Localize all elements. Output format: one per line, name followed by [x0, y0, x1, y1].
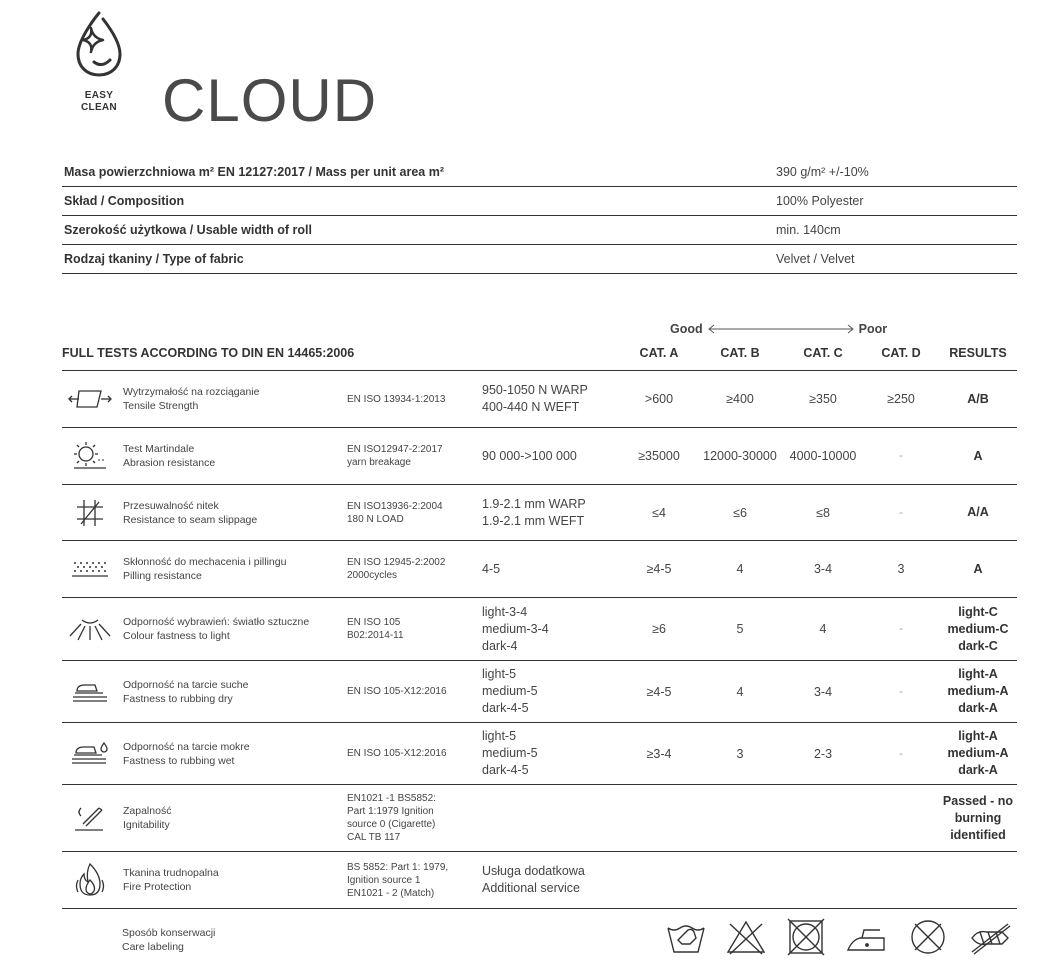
test-value: 950-1050 N WARP [482, 383, 588, 397]
cat-b-value: ≥400 [726, 392, 754, 406]
test-name-en: Ignitability [123, 819, 170, 831]
spec-value: 100% Polyester [776, 194, 864, 208]
test-norm: EN ISO 105 [347, 617, 401, 628]
spec-row [62, 187, 1017, 216]
test-value: dark-4-5 [482, 701, 529, 715]
abrasion-icon [70, 440, 110, 472]
cat-c-value: 4 [819, 622, 827, 636]
test-norm: EN ISO12947-2:2017 [347, 444, 443, 455]
result-value: light-C [958, 604, 998, 619]
test-norm: BS 5852: Part 1: 1979, [347, 861, 449, 873]
test-name-pl: Odporność na tarcie mokre [123, 740, 250, 753]
test-name-en: Pilling resistance [123, 570, 202, 582]
ignitability-icon [73, 802, 107, 834]
test-name-en: Fastness to rubbing dry [123, 692, 233, 705]
result-value: identified [950, 827, 1006, 842]
do-not-bleach-icon [726, 918, 766, 956]
test-value: light-5 [482, 729, 517, 743]
test-value: dark-4-5 [482, 763, 529, 777]
cat-c-value: ≤8 [816, 505, 830, 520]
do-not-wring-icon [968, 918, 1012, 956]
col-cat-b: CAT. B [720, 346, 760, 360]
test-name-pl: Test Martindale [123, 443, 195, 455]
test-row-rubbing-dry [62, 661, 1017, 723]
spec-label: Skład / Composition [64, 194, 185, 208]
logo-line-2: CLEAN [81, 102, 117, 113]
test-norm: EN1021 -1 BS5852: [347, 793, 436, 804]
cat-a-value: ≥3-4 [646, 746, 672, 761]
spec-row [62, 216, 1017, 245]
rubbing-dry-icon [71, 679, 109, 705]
spec-value: Velvet / Velvet [776, 252, 855, 266]
test-name-pl: Odporność na tarcie suche [123, 678, 249, 691]
cat-b-value: ≤6 [733, 505, 747, 520]
col-cat-c: CAT. C [803, 346, 843, 360]
test-norm: 180 N LOAD [347, 513, 404, 525]
result-value: dark-A [958, 701, 998, 715]
cat-a-value: ≥35000 [638, 449, 680, 463]
test-name-en: Fastness to rubbing wet [123, 754, 235, 767]
test-row-seam [62, 485, 1017, 541]
spec-label: Rodzaj tkaniny / Type of fabric [64, 252, 244, 266]
result-value: medium-C [947, 621, 1009, 636]
result-value: burning [954, 810, 1002, 825]
do-not-dry-clean-icon [908, 918, 948, 956]
test-name-en: Fire Protection [123, 881, 192, 893]
specs-table [62, 158, 1017, 274]
hand-wash-icon [666, 918, 706, 956]
test-name-en: Abrasion resistance [123, 457, 216, 469]
pilling-icon [71, 559, 109, 579]
col-cat-d: CAT. D [881, 346, 921, 360]
result-value: light-A [958, 667, 998, 681]
tensile-icon [67, 385, 113, 413]
cat-b-value: 4 [736, 684, 744, 699]
result-value: Passed - no [942, 793, 1014, 808]
cat-c-value: 3-4 [813, 684, 833, 699]
spec-value: 390 g/m² +/-10% [776, 165, 869, 179]
spec-value: min. 140cm [776, 223, 841, 237]
test-value: light-3-4 [482, 604, 528, 619]
cat-d-value: - [899, 506, 903, 519]
test-name-pl: Zapalność [123, 805, 172, 817]
product-title: CLOUD [162, 67, 378, 134]
cat-a-value: ≥4-5 [646, 562, 672, 576]
test-norm: Part 1:1979 Ignition [347, 806, 434, 817]
test-row-ignitability [62, 785, 1017, 852]
cat-a-value: ≥4-5 [646, 684, 672, 699]
result-value: A/B [967, 391, 989, 406]
result-value: A/A [967, 505, 989, 519]
result-value: A [973, 561, 983, 576]
test-norm: EN ISO 12945-2:2002 [347, 557, 446, 568]
cat-b-value: 5 [736, 622, 744, 636]
scale-good-label: Good [670, 322, 703, 336]
test-name-pl: Skłonność do mechacenia i pillingu [123, 556, 287, 568]
cat-c-value: 4000-10000 [789, 449, 857, 463]
test-value: 1.9-2.1 mm WEFT [482, 513, 585, 528]
cat-d-value: - [899, 450, 903, 462]
test-value: medium-5 [482, 746, 538, 760]
cat-d-value: ≥250 [887, 392, 915, 406]
cat-d-value: - [899, 685, 903, 698]
test-value: 1.9-2.1 mm WARP [482, 496, 586, 511]
test-value: Usługa dodatkowa [482, 864, 585, 878]
test-value: dark-4 [482, 638, 518, 653]
test-value: medium-3-4 [482, 621, 549, 636]
tests-heading: FULL TESTS ACCORDING TO DIN EN 14465:2006 [62, 346, 355, 360]
test-norm: EN ISO13936-2:2004 [347, 500, 443, 512]
cat-b-value: 3 [736, 746, 744, 761]
test-norm: EN1021 - 2 (Match) [347, 887, 435, 899]
spec-row [62, 158, 1017, 187]
spec-label: Szerokość użytkowa / Usable width of roll [64, 223, 312, 237]
result-value: medium-A [947, 684, 1009, 698]
test-name-en: Colour fastness to light [123, 630, 230, 642]
test-value: 90 000->100 000 [482, 448, 577, 463]
cat-b-value: 4 [736, 562, 744, 576]
fire-protection-icon [74, 862, 106, 898]
care-icons [666, 918, 1012, 956]
easy-clean-logo [66, 10, 132, 114]
test-value: light-5 [482, 667, 517, 681]
test-value: 4-5 [482, 561, 501, 576]
test-norm: 2000cycles [347, 570, 398, 581]
test-value: medium-5 [482, 684, 538, 698]
test-row-rubbing-wet [62, 723, 1017, 785]
test-name-pl: Tkanina trudnopalna [123, 867, 219, 879]
scale-poor-label: Poor [858, 322, 888, 336]
result-value: dark-A [958, 763, 998, 777]
rating-scale [670, 322, 887, 336]
seam-slippage-icon [75, 498, 105, 528]
test-value: Additional service [482, 881, 580, 895]
cat-c-value: 2-3 [813, 746, 833, 761]
cat-b-value: 12000-30000 [703, 449, 777, 463]
result-value: dark-C [958, 638, 998, 653]
result-value: light-A [958, 729, 998, 743]
test-name-en: Tensile Strength [123, 400, 199, 412]
result-value: A [973, 448, 983, 463]
spec-label: Masa powierzchniowa m² EN 12127:2017 / Mass per unit area m² [64, 165, 445, 179]
test-norm: EN ISO 105-X12:2016 [347, 748, 447, 759]
test-norm: Ignition source 1 [347, 874, 421, 886]
cat-d-value: - [899, 747, 903, 760]
cat-a-value: >600 [644, 392, 674, 406]
test-name-pl: Przesuwalność nitek [123, 499, 219, 512]
test-name-en: Resistance to seam slippage [123, 513, 258, 526]
test-norm: source 0 (Cigarette) [347, 819, 436, 830]
cat-a-value: ≤4 [652, 505, 666, 520]
test-row-light [62, 598, 1017, 661]
spec-row [62, 245, 1017, 274]
water-drop-sparkle-icon [70, 10, 128, 78]
test-row-pilling [62, 541, 1017, 598]
cat-c-value: ≥350 [809, 392, 837, 406]
test-norm: EN ISO 13934-1:2013 [347, 393, 446, 405]
test-value: 400-440 N WEFT [482, 400, 580, 414]
cat-d-value: 3 [897, 562, 905, 576]
test-name-pl: Odporność wybrawień: światło sztuczne [123, 616, 310, 628]
iron-low-icon [846, 918, 888, 956]
test-row-tensile [62, 371, 1017, 428]
cat-a-value: ≥6 [652, 622, 666, 636]
col-results: RESULTS [949, 346, 1007, 360]
care-label-pl: Sposób konserwacji [122, 927, 216, 939]
test-row-abrasion [62, 428, 1017, 485]
light-fastness-icon [68, 614, 112, 644]
test-name-pl: Wytrzymałość na rozciąganie [123, 386, 260, 398]
double-arrow-icon [707, 324, 855, 334]
care-label-en: Care labeling [122, 941, 184, 953]
care-labeling [122, 926, 215, 954]
col-cat-a: CAT. A [639, 346, 679, 360]
test-norm: EN ISO 105-X12:2016 [347, 686, 447, 697]
do-not-tumble-dry-icon [786, 918, 826, 956]
result-value: medium-A [947, 746, 1009, 760]
logo-line-1: EASY [84, 90, 114, 101]
cat-d-value: - [899, 623, 903, 635]
test-norm: yarn breakage [347, 457, 411, 468]
cat-c-value: 3-4 [813, 562, 833, 576]
test-norm: CAL TB 117 [347, 832, 401, 843]
rubbing-wet-icon [70, 741, 110, 767]
test-row-fire [62, 852, 1017, 909]
test-norm: B02:2014-11 [347, 630, 404, 641]
